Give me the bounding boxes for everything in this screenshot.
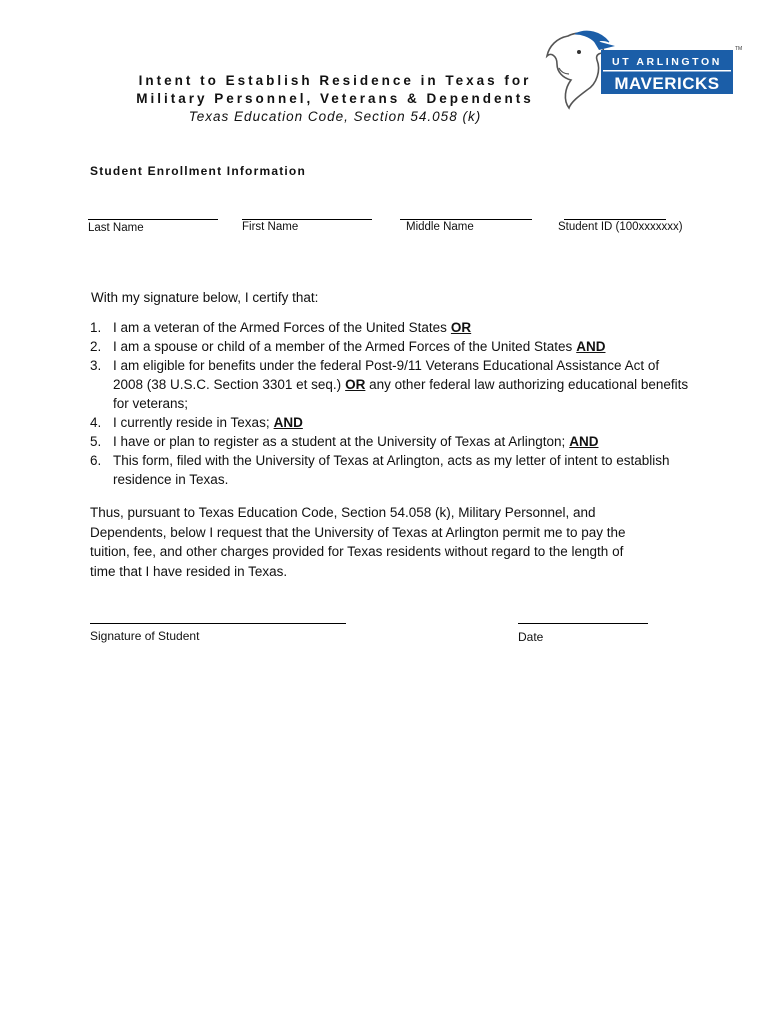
item-text: This form, filed with the University of Texas at Arlington, acts as my letter of intent to establish residence in Texas. bbox=[113, 453, 670, 487]
student-signature-field[interactable] bbox=[90, 612, 346, 643]
item-text: I am a veteran of the Armed Forces of the United States bbox=[113, 320, 447, 335]
last-name-line[interactable] bbox=[88, 205, 218, 220]
first-name-label: First Name bbox=[242, 221, 299, 233]
item-text-continued: any other federal law authorizing educational benefits for veterans; bbox=[113, 377, 689, 411]
ut-arlington-mavericks-logo bbox=[535, 28, 745, 112]
request-paragraph: Thus, pursuant to Texas Education Code, Section 54.058 (k), Military Personnel, and Dependents, below I request that the University of Texas at Arlington permit me to pay the tuition, fee, and other charges provided for Texas residents without regard to the length of time that I have resided in Texas. bbox=[90, 505, 626, 579]
certification-intro: With my signature below, I certify that: bbox=[91, 290, 319, 305]
item-number: 1. bbox=[90, 320, 102, 335]
date-line[interactable] bbox=[518, 612, 648, 624]
student-id-field[interactable] bbox=[558, 205, 683, 233]
list-item bbox=[90, 337, 690, 356]
section-heading: Student Enrollment Information bbox=[90, 164, 306, 178]
last-name-field[interactable] bbox=[88, 205, 218, 234]
logo-line1: UT ARLINGTON bbox=[612, 56, 722, 68]
student-signature-label: Signature of Student bbox=[90, 629, 200, 643]
item-number: 3. bbox=[90, 358, 102, 373]
student-signature-line[interactable] bbox=[90, 612, 346, 624]
middle-name-field[interactable] bbox=[400, 205, 532, 233]
logo-trademark: TM bbox=[735, 46, 743, 52]
list-item bbox=[90, 356, 690, 413]
middle-name-label: Middle Name bbox=[406, 221, 474, 233]
item-text: I am eligible for benefits under the federal Post-9/11 Veterans Educational Assistance Act of 2008 (38 U.S.C. Section 3301 et seq.) bbox=[113, 358, 660, 392]
list-item bbox=[90, 451, 690, 489]
middle-name-line[interactable] bbox=[400, 205, 532, 220]
document-title-block bbox=[100, 72, 570, 126]
logo-line2: MAVERICKS bbox=[614, 74, 720, 93]
item-text: I am a spouse or child of a member of the Armed Forces of the United States bbox=[113, 339, 573, 354]
first-name-field[interactable] bbox=[242, 205, 372, 233]
document-title-line2: Military Personnel, Veterans & Dependents bbox=[136, 91, 534, 106]
item-conjunction: OR bbox=[345, 377, 366, 392]
item-number: 4. bbox=[90, 415, 102, 430]
item-conjunction: AND bbox=[569, 434, 599, 449]
item-conjunction: OR bbox=[450, 320, 472, 335]
document-subtitle: Texas Education Code, Section 54.058 (k) bbox=[188, 109, 482, 124]
student-id-label: Student ID (100xxxxxxx) bbox=[558, 221, 683, 233]
item-number: 5. bbox=[90, 434, 102, 449]
date-field[interactable] bbox=[518, 612, 648, 644]
last-name-label: Last Name bbox=[88, 222, 144, 234]
item-text: I have or plan to register as a student at the University of Texas at Arlington; bbox=[113, 434, 566, 449]
document-title-line1: Intent to Establish Residence in Texas for bbox=[138, 73, 532, 88]
item-conjunction: AND bbox=[273, 415, 303, 430]
item-number: 2. bbox=[90, 339, 102, 354]
certification-list bbox=[90, 318, 690, 489]
first-name-line[interactable] bbox=[242, 205, 372, 220]
list-item bbox=[90, 413, 690, 432]
item-text: I currently reside in Texas; bbox=[113, 415, 270, 430]
list-item bbox=[90, 318, 690, 337]
list-item bbox=[90, 432, 690, 451]
date-label: Date bbox=[518, 630, 544, 644]
item-number: 6. bbox=[90, 453, 102, 468]
student-id-line[interactable] bbox=[564, 205, 666, 220]
item-conjunction: AND bbox=[576, 339, 606, 354]
